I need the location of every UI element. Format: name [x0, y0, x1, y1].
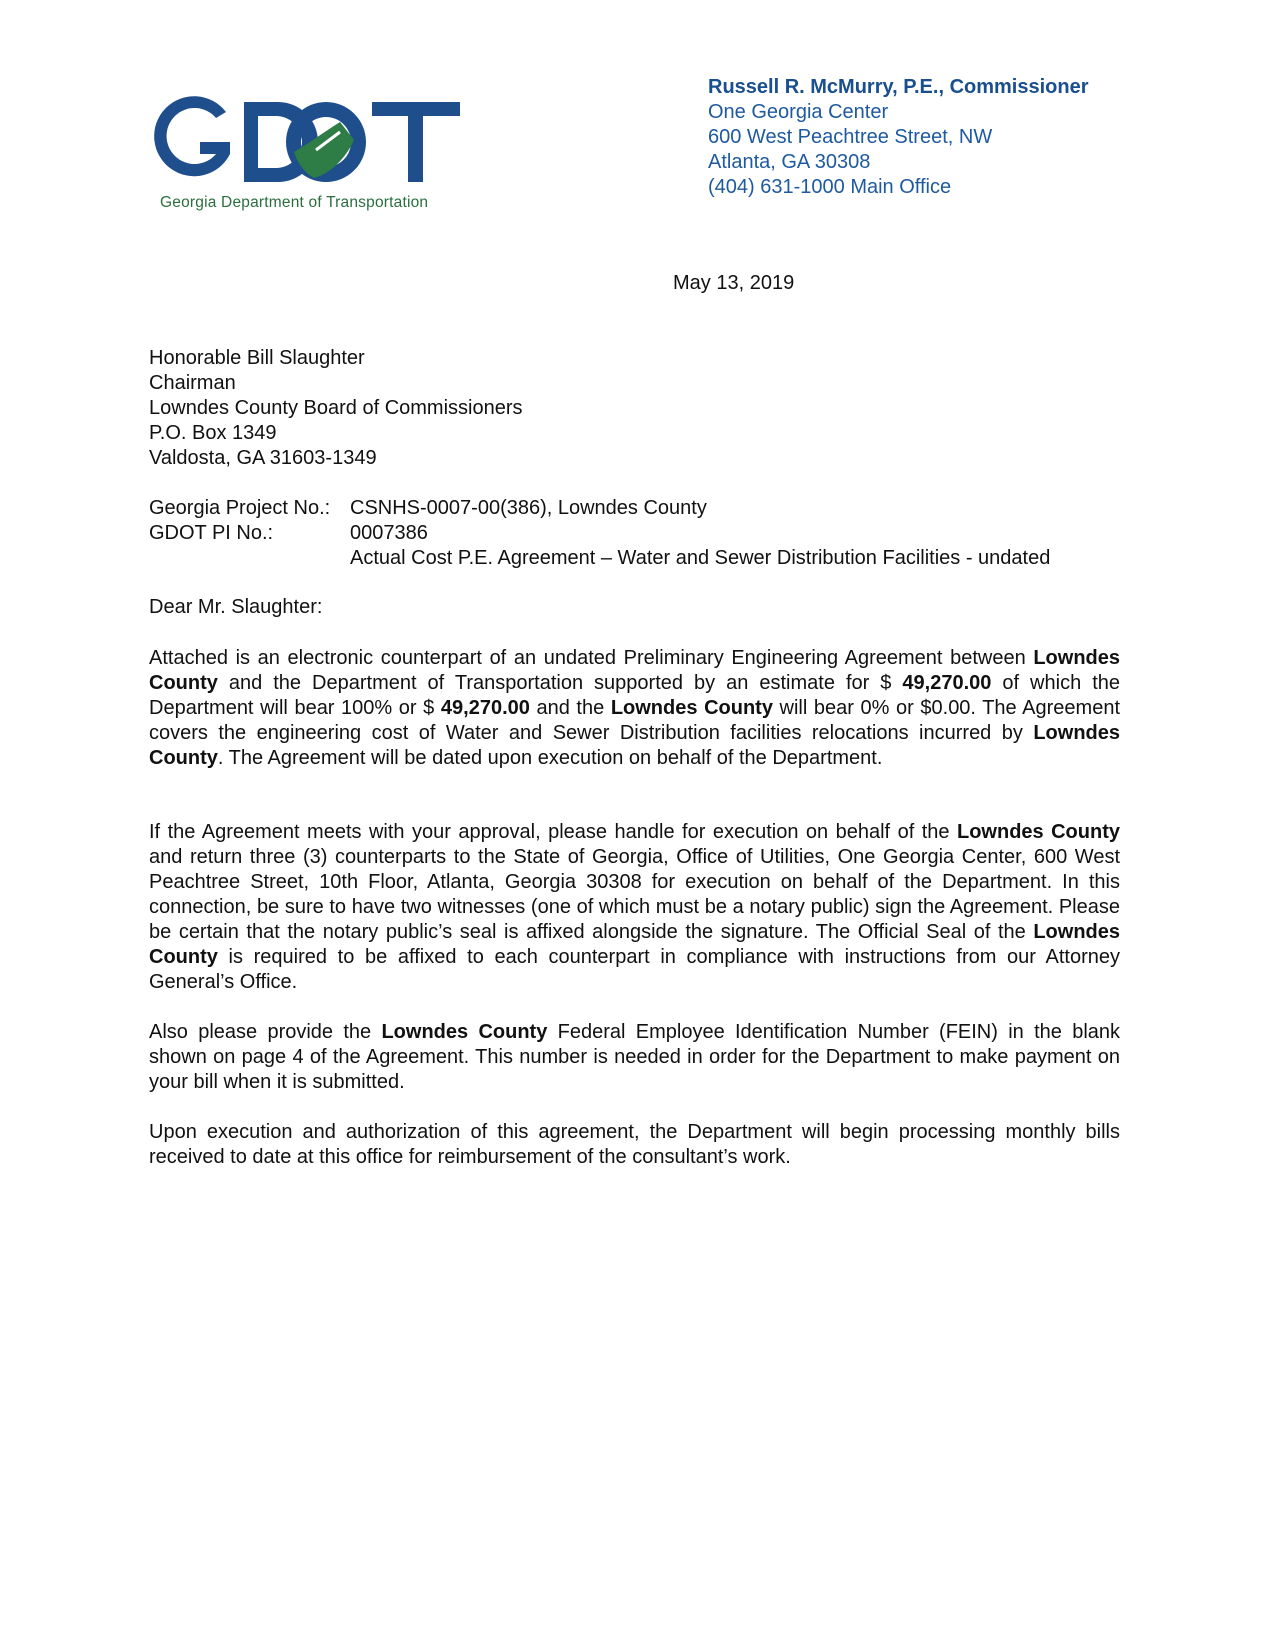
recipient-org: Lowndes County Board of Commissioners	[149, 397, 523, 419]
gdot-wordmark-graphic	[148, 92, 478, 192]
letterhead-line-4: (404) 631-1000 Main Office	[708, 176, 952, 198]
pi-number-label: GDOT PI No.:	[149, 522, 274, 544]
recipient-title: Chairman	[149, 372, 236, 394]
pi-number-row	[149, 521, 1050, 546]
paragraph-1: Attached is an electronic counterpart of an undated Preliminary Engineering Agreement between Lowndes County and the Department of Transportation supported by an estimate for $ 49,270.00 of which the Department will bear 100% or $ 49,270.00 and the Lowndes County will bear 0% or $0.00. The Agreement covers the engineering cost of Water and Sewer Distribution facilities relocations incurred by Lowndes County. The Agreement will be dated upon execution on behalf of the Department.	[149, 647, 1120, 769]
project-number-value: CSNHS-0007-00(386), Lowndes County	[350, 497, 707, 519]
recipient-city: Valdosta, GA 31603-1349	[149, 447, 377, 469]
letterhead-line-1: One Georgia Center	[708, 101, 889, 123]
letterhead-line-2: 600 West Peachtree Street, NW	[708, 126, 993, 148]
paragraph-4: Upon execution and authorization of this agreement, the Department will begin processing monthly bills received to date at this office for reimbursement of the consultant’s work.	[149, 1121, 1120, 1168]
project-reference	[149, 496, 1050, 571]
recipient-name: Honorable Bill Slaughter	[149, 347, 365, 369]
letter-date: May 13, 2019	[673, 272, 795, 294]
commissioner-name: Russell R. McMurry, P.E., Commissioner	[708, 76, 1089, 98]
pi-number-value: 0007386	[350, 522, 428, 544]
paragraph-2: If the Agreement meets with your approval, please handle for execution on behalf of the Lowndes County and return three (3) counterparts to the State of Georgia, Office of Utilities, One Georgia Center, 600 West Peachtree Street, 10th Floor, Atlanta, Georgia 30308 for execution on behalf of the Department. In this connection, be sure to have two witnesses (one of which must be a notary public) sign the Agreement. Please be certain that the notary public’s seal is affixed alongside the signature. The Official Seal of the Lowndes County is required to be affixed to each counterpart in compliance with instructions from our Attorney General’s Office.	[149, 821, 1120, 993]
salutation: Dear Mr. Slaughter:	[149, 596, 323, 618]
letterhead-address	[708, 75, 1089, 200]
logo-subtitle: Georgia Department of Transportation	[160, 194, 429, 211]
letterhead-line-3: Atlanta, GA 30308	[708, 151, 871, 173]
recipient-box: P.O. Box 1349	[149, 422, 277, 444]
subject-line: Actual Cost P.E. Agreement – Water and Sewer Distribution Facilities - undated	[350, 547, 1051, 569]
project-number-label: Georgia Project No.:	[149, 497, 331, 519]
subject-row	[149, 546, 1050, 571]
project-number-row	[149, 496, 1050, 521]
paragraph-3: Also please provide the Lowndes County Federal Employee Identification Number (FEIN) in the blank shown on page 4 of the Agreement. This number is needed in order for the Department to make payment on your bill when it is submitted.	[149, 1021, 1121, 1093]
recipient-address	[149, 346, 523, 471]
gdot-logo	[148, 92, 488, 220]
